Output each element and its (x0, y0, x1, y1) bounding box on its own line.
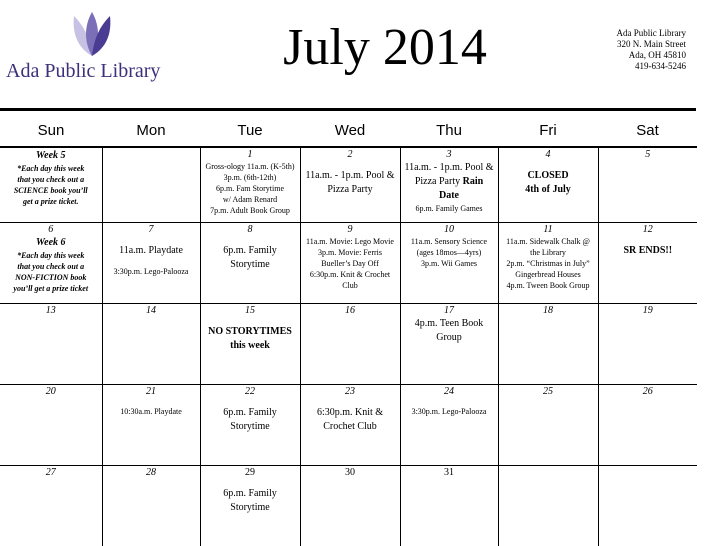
event-line: (ages 18mos—4yrs) (403, 247, 496, 258)
event-line: 6:30p.m. Knit & Crochet (303, 269, 398, 280)
closed-label: CLOSED (501, 169, 596, 183)
day-number: 29 (203, 467, 298, 479)
day-number: 3 (403, 149, 496, 161)
event-line: 11a.m. - 1p.m. Pool & (303, 169, 398, 183)
day-cell-13 (0, 304, 102, 385)
event-line: 10:30a.m. Playdate (105, 406, 198, 417)
event-line: 11a.m. - 1p.m. Pool & (403, 161, 496, 175)
day-number: 26 (601, 386, 696, 398)
day-cell-20 (0, 385, 102, 466)
day-number: 1 (203, 149, 298, 161)
day-cell-17 (400, 304, 498, 385)
day-cell-24 (400, 385, 498, 466)
day-number: 20 (2, 386, 100, 398)
event-line: Storytime (203, 258, 298, 272)
weekday-thu: Thu (400, 114, 498, 147)
day-number: 17 (403, 305, 496, 317)
event-line: 3p.m. Movie: Ferris (303, 247, 398, 258)
weekday-tue: Tue (200, 114, 300, 147)
day-number: 16 (303, 305, 398, 317)
day-number: 10 (403, 224, 496, 236)
event-line: 6:30p.m. Knit & (303, 406, 398, 420)
weekday-wed: Wed (300, 114, 400, 147)
day-cell-3 (400, 147, 498, 223)
event-line: Bueller’s Day Off (303, 258, 398, 269)
event-line: Gingerbread Houses (501, 269, 596, 280)
library-name: Ada Public Library (6, 60, 160, 83)
day-cell-12 (598, 223, 697, 304)
day-number: 28 (105, 467, 198, 479)
event-line: w/ Adam Renard (203, 194, 298, 205)
day-number: 12 (601, 224, 696, 236)
calendar-grid (0, 114, 697, 546)
day-cell-4 (498, 147, 598, 223)
address-line: 320 N. Main Street (617, 39, 686, 50)
day-cell-11 (498, 223, 598, 304)
event-line: the Library (501, 247, 596, 258)
notice-line: NO STORYTIMES (203, 325, 298, 339)
weekday-header-row (0, 114, 697, 147)
day-cell-2 (300, 147, 400, 223)
day-cell-28 (102, 466, 200, 546)
event-line: 6p.m. Fam Storytime (203, 183, 298, 194)
weekday-fri: Fri (498, 114, 598, 147)
rain-date-label: Date (403, 189, 496, 203)
event-line (403, 175, 496, 189)
day-number: 30 (303, 467, 398, 479)
note-line: you’ll get a prize ticket (2, 283, 100, 294)
day-number: 15 (203, 305, 298, 317)
header-rule (0, 108, 696, 111)
day-cell-7 (102, 223, 200, 304)
week-label: Week 5 (2, 149, 100, 163)
event-line: 3p.m. Wii Games (403, 258, 496, 269)
event-line: 11a.m. Sidewalk Chalk @ (501, 236, 596, 247)
month-title: July 2014 (0, 18, 708, 78)
day-cell-22 (200, 385, 300, 466)
day-cell-1 (200, 147, 300, 223)
day-cell-18 (498, 304, 598, 385)
day-cell-6 (0, 223, 102, 304)
day-number: 14 (105, 305, 198, 317)
event-line: 6p.m. Family Games (403, 203, 496, 214)
event-line: 11a.m. Sensory Science (403, 236, 496, 247)
event-line: Crochet Club (303, 420, 398, 434)
event-line: 11a.m. Movie: Lego Movie (303, 236, 398, 247)
library-address (617, 28, 686, 72)
day-number: 8 (203, 224, 298, 236)
note-line: that you check out a (2, 261, 100, 272)
week-row-5 (0, 466, 697, 546)
day-number: 4 (501, 149, 596, 161)
empty-day-cell (598, 466, 697, 546)
day-cell-5 (598, 147, 697, 223)
summer-reading-ends: SR ENDS!! (601, 244, 696, 258)
day-cell-27 (0, 466, 102, 546)
event-text: Pizza Party (415, 176, 460, 187)
week-label: Week 6 (2, 236, 100, 250)
day-number: 21 (105, 386, 198, 398)
event-line: 11a.m. Playdate (105, 244, 198, 258)
day-cell-9 (300, 223, 400, 304)
note-line: SCIENCE book you’ll (2, 185, 100, 196)
note-line: that you check out a (2, 174, 100, 185)
day-number: 31 (403, 467, 496, 479)
event-line: Pizza Party (303, 183, 398, 197)
event-line: 6p.m. Family (203, 406, 298, 420)
event-line: 6p.m. Family (203, 244, 298, 258)
note-line: NON-FICTION book (2, 272, 100, 283)
day-cell-21 (102, 385, 200, 466)
event-line: 6p.m. Family (203, 487, 298, 501)
event-line: 2p.m. “Christmas in July” (501, 258, 596, 269)
week-row-4 (0, 385, 697, 466)
day-number: 25 (501, 386, 596, 398)
day-number: 11 (501, 224, 596, 236)
notice-line: this week (203, 339, 298, 353)
empty-day-cell (498, 466, 598, 546)
event-line: Storytime (203, 501, 298, 515)
day-cell-29 (200, 466, 300, 546)
event-line: Gross-ology 11a.m. (K-5th) (203, 161, 298, 172)
address-line: 419-634-5246 (617, 61, 686, 72)
note-line: *Each day this week (2, 250, 100, 261)
day-cell-week5-note (0, 147, 102, 223)
day-cell-26 (598, 385, 697, 466)
day-cell-15 (200, 304, 300, 385)
event-line: 4p.m. Tween Book Group (501, 280, 596, 291)
event-line: 7p.m. Adult Book Group (203, 205, 298, 216)
event-line: 4p.m. Teen Book (403, 317, 496, 331)
day-cell-8 (200, 223, 300, 304)
week-row-3 (0, 304, 697, 385)
day-number: 18 (501, 305, 596, 317)
day-number: 23 (303, 386, 398, 398)
address-line: Ada, OH 45810 (617, 50, 686, 61)
note-line: get a prize ticket. (2, 196, 100, 207)
day-cell-16 (300, 304, 400, 385)
note-line: *Each day this week (2, 163, 100, 174)
empty-day-cell (102, 147, 200, 223)
event-line: Club (303, 280, 398, 291)
event-line: Storytime (203, 420, 298, 434)
event-line: 3p.m. (6th-12th) (203, 172, 298, 183)
week-row-1 (0, 147, 697, 223)
day-number: 27 (2, 467, 100, 479)
day-cell-31 (400, 466, 498, 546)
day-number: 24 (403, 386, 496, 398)
day-number: 5 (601, 149, 696, 161)
weekday-mon: Mon (102, 114, 200, 147)
holiday-label: 4th of July (501, 183, 596, 197)
event-line: 3:30p.m. Lego-Palooza (105, 266, 198, 277)
day-cell-14 (102, 304, 200, 385)
address-line: Ada Public Library (617, 28, 686, 39)
rain-label: Rain (463, 176, 484, 187)
week-row-2 (0, 223, 697, 304)
day-cell-25 (498, 385, 598, 466)
event-line: 3:30p.m. Lego-Palooza (403, 406, 496, 417)
day-number: 2 (303, 149, 398, 161)
weekday-sat: Sat (598, 114, 697, 147)
day-number: 7 (105, 224, 198, 236)
event-line: Group (403, 331, 496, 345)
day-cell-30 (300, 466, 400, 546)
weekday-sun: Sun (0, 114, 102, 147)
day-number: 22 (203, 386, 298, 398)
day-cell-10 (400, 223, 498, 304)
day-cell-23 (300, 385, 400, 466)
day-cell-19 (598, 304, 697, 385)
day-number: 13 (2, 305, 100, 317)
day-number: 6 (2, 224, 100, 236)
day-number: 19 (601, 305, 696, 317)
day-number: 9 (303, 224, 398, 236)
